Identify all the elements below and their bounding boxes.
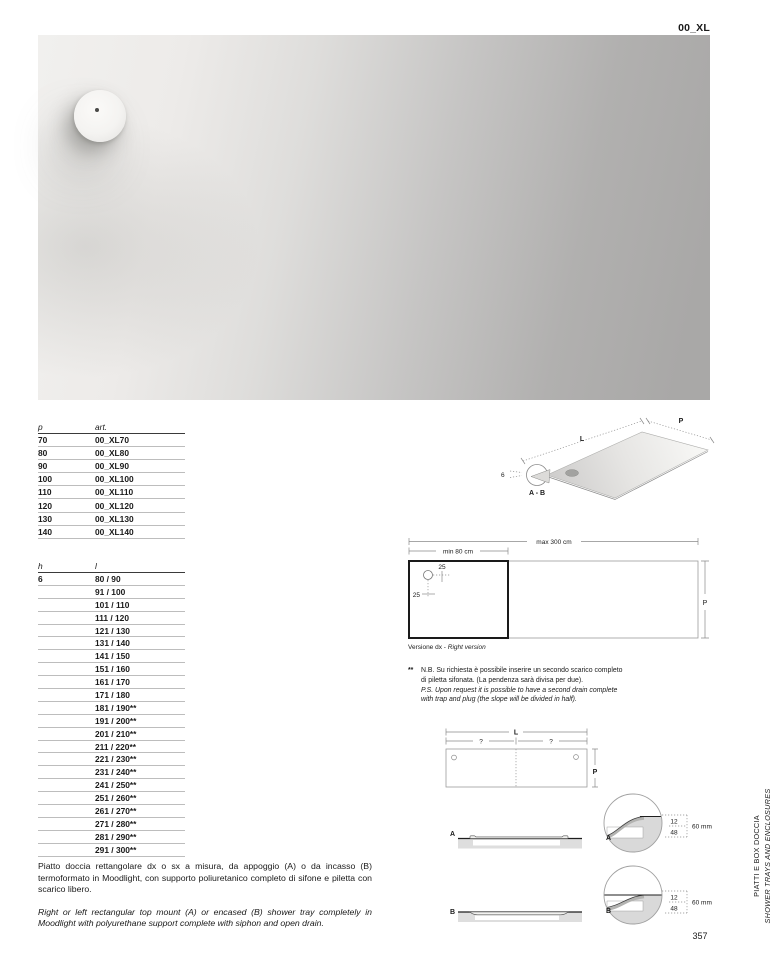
drain-cap (74, 90, 126, 142)
cell-art: 00_XL140 (95, 526, 134, 537)
cell-l: 251 / 260** (95, 793, 137, 804)
cell-p: 120 (38, 500, 52, 511)
table-row (38, 831, 185, 844)
cell-p: 110 (38, 487, 52, 498)
sidebar-title-italian: PIATTI E BOX DOCCIA (752, 815, 761, 897)
cell-p: 140 (38, 526, 52, 537)
table-row (38, 447, 185, 460)
iso-diagram (500, 406, 718, 510)
cell-art: 00_XL80 (95, 448, 129, 459)
split-diagram (430, 720, 615, 802)
page-number: 357 (692, 931, 708, 941)
cell-l: 171 / 180 (95, 689, 130, 700)
section-a-dim-bottom: 48 (670, 829, 678, 837)
description-english: Right or left rectangular top mount (A) or encased (B) shower tray completely in Moodlight with polyurethane support complete with siphon and open drain. (38, 906, 372, 929)
section-b-dim-total: 60 mm (692, 899, 712, 907)
cell-art: 00_XL110 (95, 487, 134, 498)
table-row (38, 499, 185, 512)
header-h: h (38, 561, 43, 571)
split-depth-dimension (592, 749, 598, 787)
footnote-en-line1: P.S. Upon request it is possible to have a second drain complete (421, 686, 618, 694)
table-row (38, 766, 185, 779)
section-a-dim-top: 12 (670, 818, 678, 826)
table-row (38, 689, 185, 702)
plan-caption: Versione dx - Right version (408, 644, 486, 651)
cell-l: 241 / 250** (95, 780, 137, 791)
length-table (38, 559, 185, 857)
section-b-label: B (450, 909, 456, 916)
section-a-label: A (450, 831, 456, 838)
cell-l: 181 / 190** (95, 702, 137, 713)
iso-detail-label: A - B (528, 490, 546, 497)
split-half-right: ? (549, 738, 553, 746)
cell-l: 231 / 240** (95, 767, 137, 778)
table-row (38, 792, 185, 805)
cell-p: 70 (38, 435, 48, 446)
table-row (38, 702, 185, 715)
header-l: l (95, 561, 97, 571)
product-code: 00_XL (678, 22, 710, 34)
split-tray-outline (446, 749, 587, 787)
split-depth-label: P (592, 769, 598, 776)
cell-art: 00_XL100 (95, 474, 134, 485)
cell-l: 141 / 150 (95, 651, 130, 662)
section-b-dim-bottom: 48 (670, 905, 678, 913)
product-description (38, 861, 372, 930)
section-a-dimensions (662, 815, 712, 837)
plan-tray-outline (409, 561, 698, 638)
plan-min-dimension (409, 548, 508, 556)
plan-depth-dimension (701, 561, 709, 638)
cell-l: 131 / 140 (95, 638, 130, 649)
cell-p: 100 (38, 474, 52, 485)
section-b-diagram (440, 863, 730, 933)
iso-height-label: 6 (501, 472, 505, 479)
size-table-header (38, 420, 185, 434)
description-italian: Piatto doccia rettangolare dx o sx a misura, da appoggio (A) o da incasso (B) termoformato in Moodlight, con supporto poliuretanico completo di sifone e piletta con scarico libero. (38, 861, 372, 895)
section-a-detail-label: A (606, 835, 612, 842)
size-table (38, 420, 185, 539)
table-row (38, 844, 185, 857)
table-row (38, 779, 185, 792)
table-row (38, 434, 185, 447)
section-a-detail (604, 816, 664, 854)
table-row (38, 612, 185, 625)
cell-p: 130 (38, 513, 52, 524)
iso-length-label: L (579, 436, 585, 443)
cell-p: 80 (38, 448, 48, 459)
plan-max-dimension (409, 538, 698, 546)
footnote-it-line1: N.B. Su richiesta è possibile inserire un secondo scarico completo (421, 667, 623, 674)
cell-l: 291 / 300** (95, 844, 137, 855)
section-b-detail-label: B (606, 908, 612, 915)
cell-l: 201 / 210** (95, 728, 137, 739)
section-b-detail (604, 895, 664, 927)
cell-art: 00_XL90 (95, 461, 129, 472)
table-row (38, 650, 185, 663)
sidebar-title-english: SHOWER TRAYS AND ENCLOSURES (763, 788, 772, 924)
table-row (38, 741, 185, 754)
section-a-profile (458, 836, 582, 849)
section-a-diagram (440, 795, 730, 861)
drain-cap-screw (95, 108, 99, 112)
table-row (38, 526, 185, 539)
sidebar-title (751, 776, 774, 936)
table-row (38, 486, 185, 499)
footnote-it-line2: di piletta sifonata. (La pendenza sarà divisa per due). (421, 676, 584, 684)
table-row (38, 637, 185, 650)
table-row (38, 513, 185, 526)
footnote-en-line2: with trap and plug (the slope will be divided in half). (421, 696, 577, 704)
cell-art: 00_XL120 (95, 500, 134, 511)
table-row (38, 753, 185, 766)
cell-l: 191 / 200** (95, 715, 137, 726)
cell-l: 261 / 270** (95, 805, 137, 816)
split-length-dimension (446, 729, 587, 737)
plan-diagram (405, 528, 725, 656)
split-length-label: L (513, 729, 519, 737)
section-b-dim-top: 12 (670, 894, 678, 902)
table-row (38, 715, 185, 728)
cell-l: 271 / 280** (95, 818, 137, 829)
cell-l: 91 / 100 (95, 586, 126, 597)
header-p: p (38, 422, 43, 432)
section-b-profile (458, 912, 582, 922)
min-width-label: min 80 cm (443, 548, 473, 556)
cell-l: 121 / 130 (95, 625, 130, 636)
cell-l: 281 / 290** (95, 831, 137, 842)
cell-l: 211 / 220** (95, 741, 136, 752)
product-photo (38, 35, 710, 400)
table-row (38, 728, 185, 741)
cell-h: 6 (38, 573, 43, 584)
cell-p: 90 (38, 461, 48, 472)
header-art: art. (95, 422, 108, 432)
cell-l: 101 / 110 (95, 599, 130, 610)
iso-depth-label: P (678, 418, 684, 425)
drain-offset-top: 25 (438, 564, 446, 571)
drain-offset-left: 25 (412, 592, 420, 599)
table-row (38, 599, 185, 612)
split-half-left: ? (479, 738, 483, 746)
split-half-dimensions (446, 738, 587, 746)
table-row (38, 573, 185, 586)
table-row (38, 625, 185, 638)
cell-l: 221 / 230** (95, 754, 137, 765)
footnote (408, 666, 661, 705)
section-a-dim-total: 60 mm (692, 823, 712, 831)
cell-l: 111 / 120 (95, 612, 130, 623)
table-row (38, 676, 185, 689)
cell-l: 80 / 90 (95, 573, 121, 584)
table-row (38, 460, 185, 473)
max-width-label: max 300 cm (536, 539, 572, 546)
plan-depth-label: P (702, 600, 708, 607)
table-row (38, 663, 185, 676)
table-row (38, 473, 185, 486)
cell-art: 00_XL70 (95, 435, 129, 446)
table-row (38, 818, 185, 831)
iso-tray-shape (547, 432, 708, 500)
cell-art: 00_XL130 (95, 513, 134, 524)
cell-l: 151 / 160 (95, 664, 130, 675)
table-row (38, 805, 185, 818)
iso-drain-hole (566, 470, 579, 477)
section-b-dimensions (662, 891, 712, 913)
table-row (38, 586, 185, 599)
footnote-marker: ** (408, 667, 414, 674)
cell-l: 161 / 170 (95, 677, 130, 688)
length-table-header (38, 559, 185, 573)
